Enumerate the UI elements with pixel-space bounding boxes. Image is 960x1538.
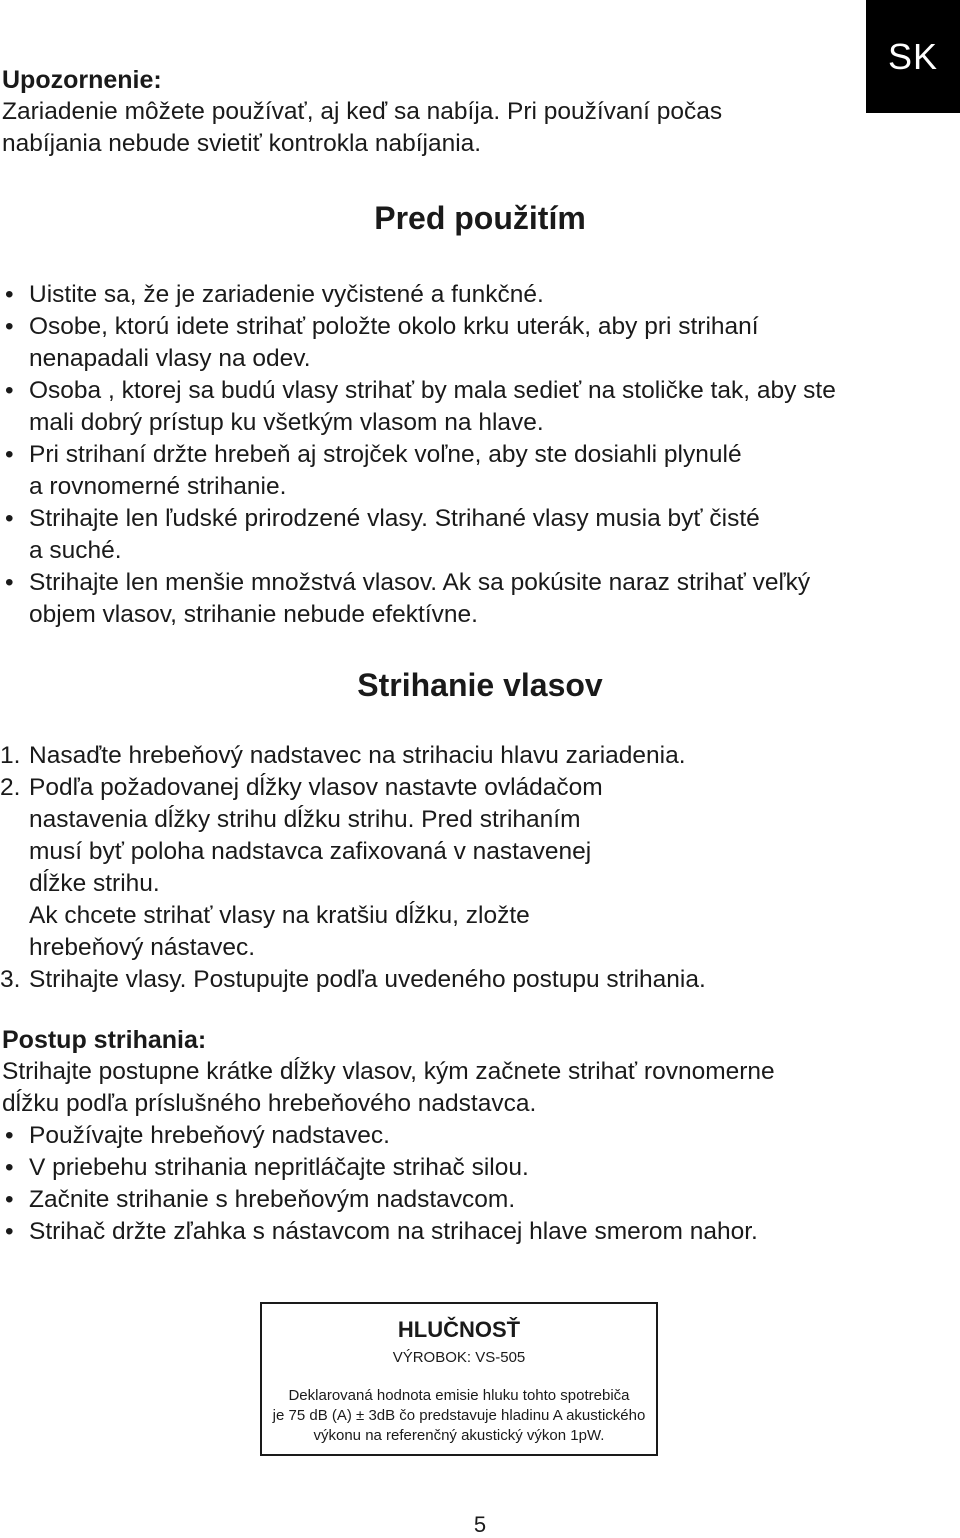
warning-line: Zariadenie môžete používať, aj keď sa nabíja. Pri používaní počas <box>2 98 723 125</box>
list-item-line: Začnite strihanie s hrebeňovým nadstavcom. <box>29 1186 516 1213</box>
step-item <box>0 964 900 996</box>
procedure-intro-line: dĺžku podľa príslušného hrebeňového nadstavca. <box>2 1090 537 1117</box>
list-item-line: Strihajte len ľudské prirodzené vlasy. Strihané vlasy musia byť čisté <box>29 505 760 532</box>
step-line: musí byť poloha nadstavca zafixovaná v nastavenej <box>29 838 592 865</box>
list-item <box>0 1216 942 1248</box>
bullet-icon: • <box>5 505 14 532</box>
list-item-line: nenapadali vlasy na odev. <box>29 345 311 372</box>
list-item <box>0 279 960 311</box>
warning-title: Upozornenie: <box>2 66 162 94</box>
noise-info-box <box>260 1302 658 1456</box>
procedure-title: Postup strihania: <box>2 1026 207 1054</box>
page-number: 5 <box>473 1512 487 1537</box>
bullet-icon: • <box>5 313 14 340</box>
list-item <box>0 439 960 503</box>
section-title-hair-cutting: Strihanie vlasov <box>357 667 603 703</box>
list-item <box>0 503 960 567</box>
list-item-line: V priebehu strihania nepritláčajte strihač silou. <box>29 1154 529 1181</box>
step-line: Ak chcete strihať vlasy na kratšiu dĺžku, zložte <box>29 902 530 929</box>
bullet-icon: • <box>5 377 14 404</box>
list-item-line: a rovnomerné strihanie. <box>29 473 287 500</box>
language-badge: SK <box>866 0 960 113</box>
noise-line: Deklarovaná hodnota emisie hluku tohto spotrebiča <box>288 1387 630 1404</box>
list-item-line: Uistite sa, že je zariadenie vyčistené a funkčné. <box>29 281 544 308</box>
step-line: hrebeňový nástavec. <box>29 934 256 961</box>
step-line: Podľa požadovanej dĺžky vlasov nastavte ovládačom <box>29 774 603 801</box>
list-item <box>0 311 960 375</box>
noise-title: HLUČNOSŤ <box>397 1317 521 1342</box>
list-item-line: Pri strihaní držte hrebeň aj strojček voľne, aby ste dosiahli plynulé <box>29 441 742 468</box>
section-title-before-use: Pred použitím <box>374 200 586 236</box>
step-line: nastavenia dĺžky strihu dĺžku strihu. Pred strihaním <box>29 806 581 833</box>
list-item-line: Strihač držte zľahka s nástavcom na strihacej hlave smerom nahor. <box>29 1218 758 1245</box>
step-item <box>0 740 900 772</box>
noise-product: VÝROBOK: VS-505 <box>392 1349 526 1366</box>
list-item-line: Strihajte len menšie množstvá vlasov. Ak sa pokúsite naraz strihať veľký <box>29 569 811 596</box>
noise-line: výkonu na referenčný akustický výkon 1pW. <box>313 1427 605 1444</box>
list-item-line: objem vlasov, strihanie nebude efektívne. <box>29 601 478 628</box>
bullet-icon: • <box>5 441 14 468</box>
warning-line: nabíjania nebude svietiť kontrokla nabíjania. <box>2 130 482 157</box>
hair-cutting-steps <box>0 740 900 996</box>
list-item <box>0 1184 942 1216</box>
step-number: 1. <box>0 742 21 769</box>
procedure-block <box>2 1024 942 1248</box>
step-item <box>0 772 900 964</box>
warning-block <box>2 64 862 160</box>
list-item-line: Osobe, ktorú idete strihať položte okolo krku uterák, aby pri strihaní <box>29 313 759 340</box>
step-number: 3. <box>0 966 21 993</box>
before-use-list <box>0 279 960 631</box>
list-item-line: mali dobrý prístup ku všetkým vlasom na hlave. <box>29 409 544 436</box>
bullet-icon: • <box>5 281 14 308</box>
procedure-intro-line: Strihajte postupne krátke dĺžky vlasov, kým začnete strihať rovnomerne <box>2 1058 775 1085</box>
step-line: dĺžke strihu. <box>29 870 160 897</box>
list-item-line: Osoba , ktorej sa budú vlasy strihať by mala sedieť na stoličke tak, aby ste <box>29 377 836 404</box>
list-item-line: a suché. <box>29 537 122 564</box>
step-number: 2. <box>0 774 21 801</box>
list-item-line: Používajte hrebeňový nadstavec. <box>29 1122 390 1149</box>
bullet-icon: • <box>5 1186 14 1213</box>
list-item <box>0 1152 942 1184</box>
list-item <box>0 567 960 631</box>
list-item <box>0 1120 942 1152</box>
step-line: Nasaďte hrebeňový nadstavec na strihaciu hlavu zariadenia. <box>29 742 686 769</box>
bullet-icon: • <box>5 1122 14 1149</box>
list-item <box>0 375 960 439</box>
noise-line: je 75 dB (A) ± 3dB čo predstavuje hladinu A akustického <box>272 1407 646 1424</box>
bullet-icon: • <box>5 1218 14 1245</box>
step-line: Strihajte vlasy. Postupujte podľa uvedeného postupu strihania. <box>29 966 706 993</box>
bullet-icon: • <box>5 569 14 596</box>
bullet-icon: • <box>5 1154 14 1181</box>
